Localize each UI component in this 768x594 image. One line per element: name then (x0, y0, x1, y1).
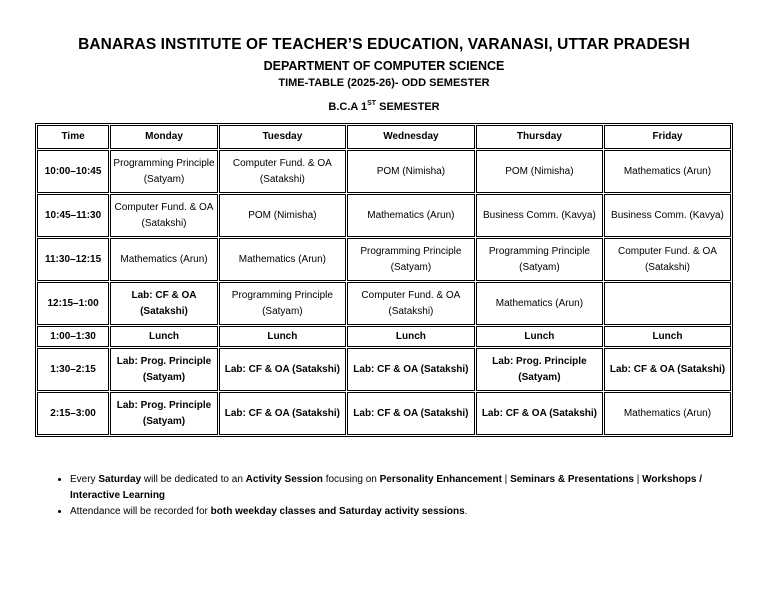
class-cell: Lab: CF & OA (Satakshi) (219, 348, 346, 391)
table-row (37, 150, 731, 193)
class-superscript: ST (367, 100, 377, 107)
note-text: Every (70, 474, 99, 485)
column-header-tuesday: Tuesday (219, 125, 346, 149)
column-header-friday: Friday (604, 125, 731, 149)
class-cell: Lunch (110, 326, 218, 347)
class-cell (604, 282, 731, 325)
note-text: . (464, 506, 468, 517)
column-header-wednesday: Wednesday (347, 125, 475, 149)
column-header-thursday: Thursday (476, 125, 603, 149)
class-cell: POM (Nimisha) (347, 150, 475, 193)
note-text: Seminars & Presentations (510, 474, 634, 485)
table-row (37, 238, 731, 281)
institute-title: BANARAS INSTITUTE OF TEACHER’S EDUCATION, VARANASI, UTTAR PRADESH (78, 36, 690, 53)
class-prefix: B.C.A 1 (328, 101, 368, 113)
table-row (37, 194, 731, 237)
class-cell: Lab: Prog. Principle (Satyam) (110, 348, 218, 391)
note-text: Attendance will be recorded for (70, 506, 211, 517)
note-text: Workshops / Interactive Learning (70, 474, 702, 501)
class-cell: Lab: Prog. Principle (Satyam) (476, 348, 603, 391)
class-cell: Lab: CF & OA (Satakshi) (110, 282, 218, 325)
note-text: will be dedicated to an (141, 474, 246, 485)
note-text: | (501, 474, 511, 485)
class-cell: Mathematics (Arun) (604, 150, 731, 193)
class-cell: Computer Fund. & OA (Satakshi) (110, 194, 218, 237)
column-header-time: Time (37, 125, 109, 149)
class-cell: Mathematics (Arun) (476, 282, 603, 325)
timetable (35, 123, 733, 437)
class-cell: Lab: CF & OA (Satakshi) (347, 348, 475, 391)
class-cell: Lab: CF & OA (Satakshi) (604, 348, 731, 391)
class-cell: Business Comm. (Kavya) (604, 194, 731, 237)
class-cell: Mathematics (Arun) (604, 392, 731, 435)
note-text: | (634, 474, 643, 485)
class-cell: Programming Principle (Satyam) (219, 282, 346, 325)
department-title: DEPARTMENT OF COMPUTER SCIENCE (263, 59, 505, 73)
class-cell: Lab: CF & OA (Satakshi) (347, 392, 475, 435)
class-cell: Lab: Prog. Principle (Satyam) (110, 392, 218, 435)
time-slot-cell: 1:00–1:30 (37, 326, 109, 347)
time-slot-cell: 10:45–11:30 (37, 194, 109, 237)
note-item (70, 504, 746, 520)
class-cell: Computer Fund. & OA (Satakshi) (347, 282, 475, 325)
column-header-monday: Monday (110, 125, 218, 149)
class-cell: Lunch (347, 326, 475, 347)
class-cell: POM (Nimisha) (476, 150, 603, 193)
class-cell: Lunch (219, 326, 346, 347)
table-row (37, 282, 731, 325)
note-text: Saturday (98, 474, 142, 485)
note-item (70, 472, 746, 504)
class-cell: Mathematics (Arun) (219, 238, 346, 281)
timetable-header-row (37, 125, 731, 149)
class-cell: Lunch (476, 326, 603, 347)
time-slot-cell: 12:15–1:00 (37, 282, 109, 325)
class-cell: Programming Principle (Satyam) (476, 238, 603, 281)
class-cell: POM (Nimisha) (219, 194, 346, 237)
class-cell: Computer Fund. & OA (Satakshi) (604, 238, 731, 281)
timetable-body (37, 150, 731, 435)
notes-list (52, 472, 746, 520)
time-slot-cell: 11:30–12:15 (37, 238, 109, 281)
class-cell: Lab: CF & OA (Satakshi) (476, 392, 603, 435)
class-suffix: SEMESTER (376, 101, 440, 113)
note-text: Activity Session (245, 474, 323, 485)
note-text: Personality Enhancement (379, 474, 502, 485)
table-row (37, 392, 731, 435)
class-cell: Mathematics (Arun) (110, 238, 218, 281)
note-text: both weekday classes and Saturday activity sessions (210, 506, 465, 517)
table-row (37, 326, 731, 347)
class-cell: Computer Fund. & OA (Satakshi) (219, 150, 346, 193)
class-cell: Programming Principle (Satyam) (347, 238, 475, 281)
time-slot-cell: 1:30–2:15 (37, 348, 109, 391)
time-slot-cell: 2:15–3:00 (37, 392, 109, 435)
class-cell: Lab: CF & OA (Satakshi) (219, 392, 346, 435)
table-row (37, 348, 731, 391)
note-text: focusing on (322, 474, 380, 485)
class-cell: Business Comm. (Kavya) (476, 194, 603, 237)
class-cell: Programming Principle (Satyam) (110, 150, 218, 193)
class-title (0, 100, 768, 113)
class-cell: Lunch (604, 326, 731, 347)
timetable-title: TIME-TABLE (2025-26)- ODD SEMESTER (278, 77, 490, 89)
time-slot-cell: 10:00–10:45 (37, 150, 109, 193)
class-cell: Mathematics (Arun) (347, 194, 475, 237)
